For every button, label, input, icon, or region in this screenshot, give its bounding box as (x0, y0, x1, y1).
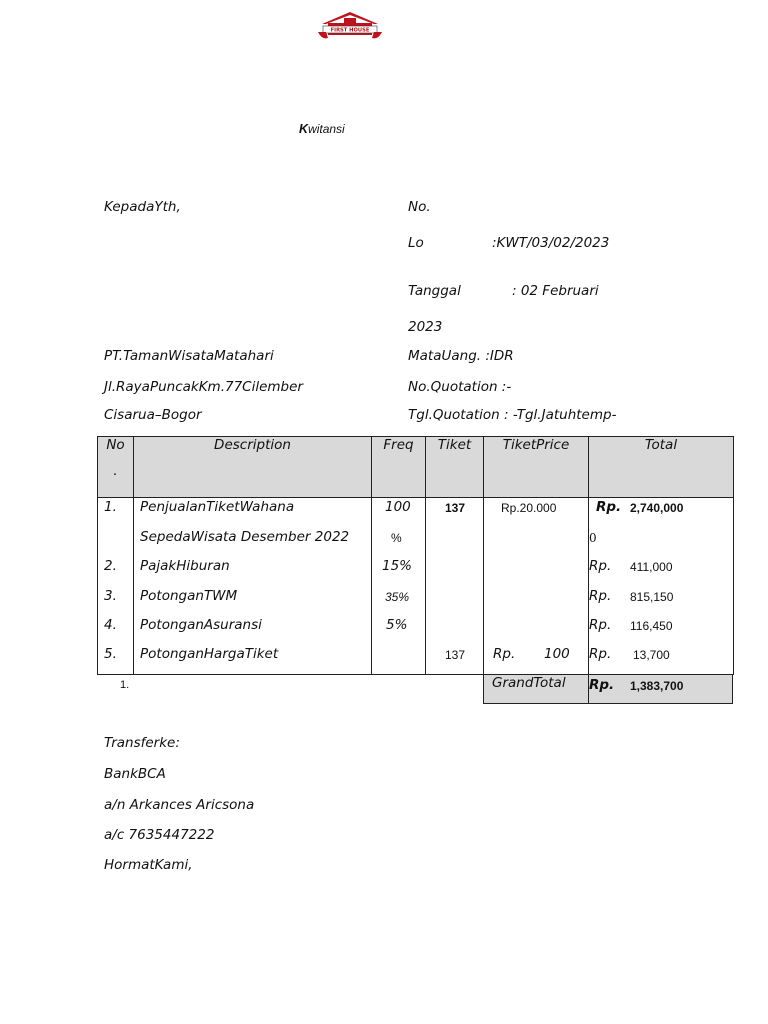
greeting: KepadaYth, (104, 199, 181, 215)
item-description: PotonganAsuransi (140, 617, 262, 633)
freq-column (372, 498, 426, 675)
no-column (98, 498, 134, 675)
header-tiket: Tiket (426, 437, 484, 498)
row-number: 3. (104, 588, 117, 604)
lo-label: Lo (408, 235, 424, 251)
item-total: 116,450 (630, 619, 673, 633)
account-number: a/c 7635447222 (104, 827, 215, 843)
item-freq: 100 (385, 499, 411, 515)
table-body-row (98, 498, 734, 675)
recipient-address-line1: Jl.RayaPuncakKm.77Cilember (104, 379, 303, 395)
transfer-label: Transferke: (104, 735, 180, 751)
account-name: a/n Arkances Aricsona (104, 797, 255, 813)
table-footnote: 1. (120, 679, 130, 691)
currency-prefix: Rp. (589, 588, 612, 604)
recipient-company: PT.TamanWisataMatahari (104, 348, 274, 364)
header-no: No . (98, 437, 134, 498)
item-freq: % (391, 531, 402, 545)
item-description: PajakHiburan (140, 558, 230, 574)
header-tiket-price: TiketPrice (484, 437, 589, 498)
item-total: 2,740,000 (630, 501, 684, 515)
item-tiket-price: Rp.20.000 (501, 501, 557, 515)
quotation-number-line: No.Quotation :- (408, 379, 512, 395)
company-logo (314, 10, 386, 44)
item-description: PotonganHargaTiket (140, 646, 279, 662)
item-tiket: 137 (445, 501, 466, 515)
item-description: PenjualanTiketWahana (140, 499, 295, 515)
grand-total-value: 1,383,700 (630, 679, 684, 693)
date-year: 2023 (408, 319, 443, 335)
currency-prefix: Rp. (596, 499, 622, 515)
items-table (97, 436, 734, 675)
item-freq: 15% (382, 558, 413, 574)
row-number: 2. (104, 558, 117, 574)
currency-prefix: Rp. (589, 558, 612, 574)
grand-total-label: GrandTotal (492, 675, 566, 691)
item-tiket-price-prefix: Rp. (493, 646, 516, 662)
tiket-column (426, 498, 484, 675)
table-header-row (98, 437, 734, 498)
header-total: Total (589, 437, 734, 498)
item-total: 411,000 (630, 560, 673, 574)
description-column (134, 498, 372, 675)
lo-value: :KWT/03/02/2023 (492, 235, 610, 251)
item-description: PotonganTWM (140, 588, 238, 604)
item-total: 0 (589, 531, 597, 545)
recipient-address-line2: Cisarua–Bogor (104, 407, 202, 423)
date-value: : 02 Februari (512, 283, 599, 299)
grand-total-row (483, 674, 733, 704)
document-title: Kwitansi (299, 122, 345, 136)
header-description: Description (134, 437, 372, 498)
item-total: 815,150 (630, 590, 674, 604)
tiket-price-column (484, 498, 589, 675)
number-label: No. (408, 199, 431, 215)
item-total: 13,700 (633, 648, 670, 662)
currency-line: MataUang. :IDR (408, 348, 514, 364)
total-column (589, 498, 734, 675)
quotation-date-line: Tgl.Quotation : -Tgl.Jatuhtemp- (408, 407, 617, 423)
bank-name: BankBCA (104, 766, 166, 782)
currency-prefix: Rp. (589, 646, 612, 662)
grand-total-currency: Rp. (589, 677, 615, 693)
item-description: SepedaWisata Desember 2022 (140, 529, 350, 545)
currency-prefix: Rp. (589, 617, 612, 633)
item-freq: 5% (386, 617, 408, 633)
date-label: Tanggal (408, 283, 461, 299)
row-number: 4. (104, 617, 117, 633)
row-number: 1. (104, 499, 117, 515)
logo-text: FIRST HOUSE (330, 27, 370, 34)
closing-text: HormatKami, (104, 857, 193, 873)
item-tiket: 137 (445, 648, 466, 662)
header-freq: Freq (372, 437, 426, 498)
item-tiket-price: 100 (544, 646, 570, 662)
item-freq: 35% (385, 590, 410, 604)
row-number: 5. (104, 646, 117, 662)
